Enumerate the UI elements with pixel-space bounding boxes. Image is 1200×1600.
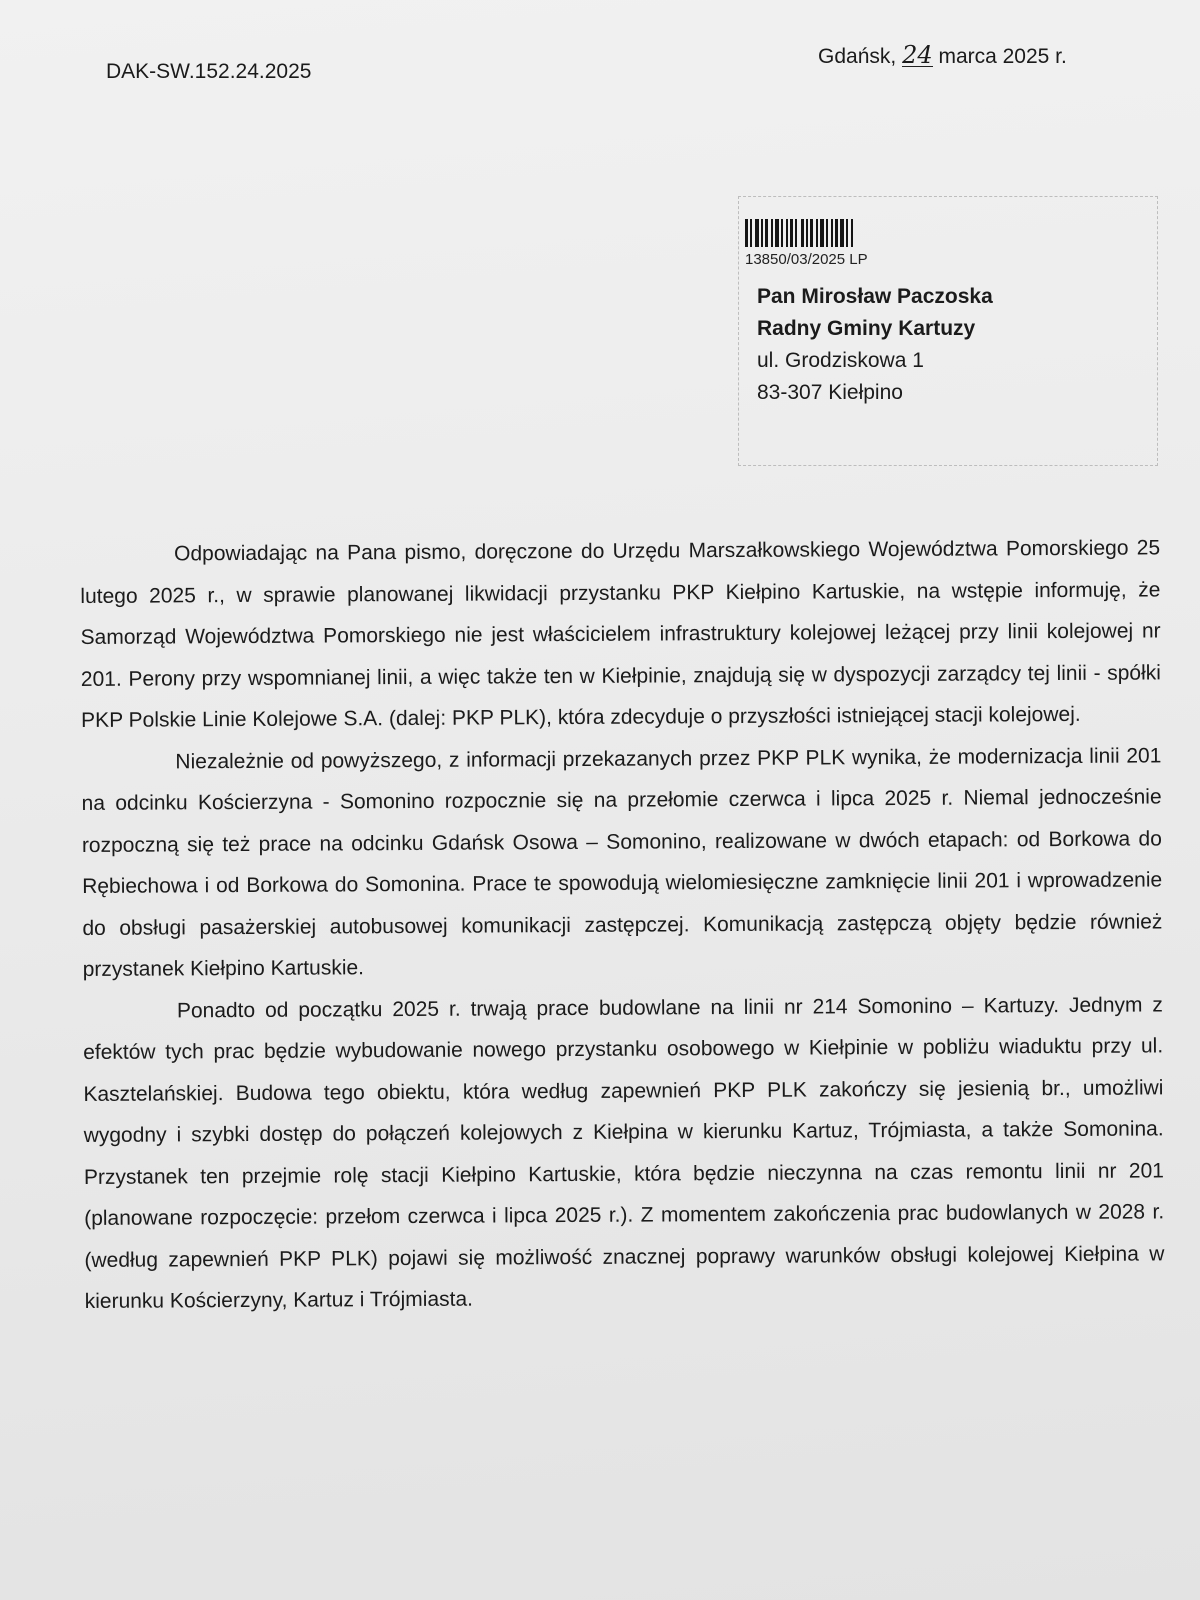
place-date [818, 41, 1067, 69]
paragraph: Odpowiadając na Pana pismo, doręczone do Urzędu Marszałkowskiego Województwa Pomorskiego 25 lutego 2025 r., w sprawie planowanej likwidacji przystanku PKP Kiełpino Kartuskie, na wstępie informuję, że Samorząd Województwa Pomorskiego nie jest właścicielem infrastruktury kolejowej leżącej przy linii kolejowej nr 201. Perony przy wspomnianej linii, a więc także ten w Kiełpinie, znajdują się w dyspozycji zarządcy tej linii - spółki PKP Polskie Linie Kolejowe S.A. (dalej: PKP PLK), która zdecyduje o przyszłości istniejącej stacji kolejowej. [80, 536, 1161, 732]
barcode-bar [853, 219, 855, 247]
recipient-street: ul. Grodziskowa 1 [757, 349, 924, 372]
letter-body [80, 527, 1165, 1322]
place: Gdańsk, [818, 45, 897, 68]
recipient [757, 281, 993, 409]
recipient-city: 83-307 Kiełpino [757, 381, 903, 404]
month-year: marca 2025 r. [938, 45, 1067, 68]
paragraph: Ponadto od początku 2025 r. trwają prace budowlane na linii nr 214 Somonino – Kartuzy. Jednym z efektów tych prac będzie wybudowanie nowego przystanku osobowego w Kiełpinie w pobliżu wiaduktu przy ul. Kasztelańskiej. Budowa tego obiektu, która według zapewnień PKP PLK zakończy się jesienią br., umożliwi wygodny i szybki dostęp do połączeń kolejowych z Kiełpina w kierunku Kartuz, Trójmiasta, a także Somonina. Przystanek ten przejmie rolę stacji Kiełpino Kartuskie, która będzie nieczynna na czas remontu linii nr 201 (planowane rozpoczęcie: przełom czerwca i lipca 2025 r.). Z momentem zakończenia prac budowlanych w 2028 r. (według zapewnień PKP PLK) pojawi się możliwość znacznej poprawy warunków obsługi kolejowej Kiełpina w kierunku Kościerzyny, Kartuz i Trójmiasta. [83, 992, 1165, 1313]
paragraph: Niezależnie od powyższego, z informacji przekazanych przez PKP PLK wynika, że modernizacja linii 201 na odcinku Kościerzyna - Somonino rozpocznie się na przełomie czerwca i lipca 2025 r. Niemal jednocześnie rozpoczną się też prace na odcinku Gdańsk Osowa – Somonino, realizowane w dwóch etapach: od Borkowa do Rębiechowa i od Borkowa do Somonina. Prace te spowodują wielomiesięczne zamknięcie linii 201 i wprowadzenie do obsługi pasażerskiej autobusowej komunikacji zastępczej. Komunikacją zastępczą objęty będzie również przystanek Kiełpino Kartuskie. [81, 743, 1163, 981]
address-block [738, 196, 1158, 466]
recipient-title: Radny Gminy Kartuzy [757, 317, 976, 340]
reference-number: DAK-SW.152.24.2025 [106, 60, 312, 83]
handwritten-day: 24 [902, 41, 933, 69]
recipient-name: Pan Mirosław Paczoska [757, 285, 993, 308]
case-number: 13850/03/2025 LP [745, 251, 868, 268]
barcode [745, 219, 951, 247]
